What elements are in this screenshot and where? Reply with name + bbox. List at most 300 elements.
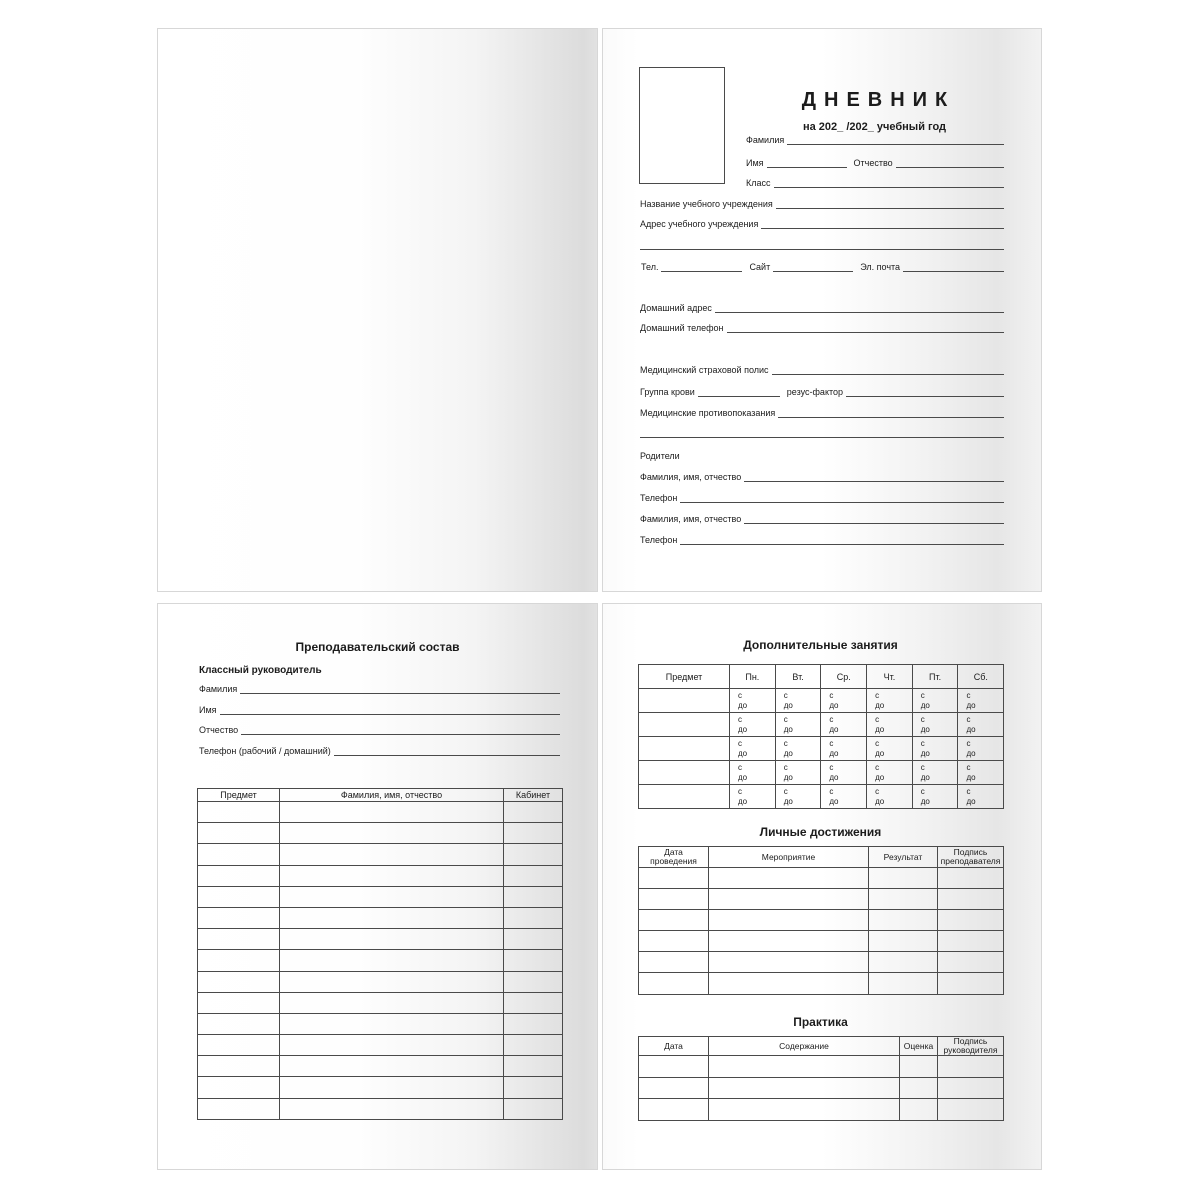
empty-cell <box>938 889 1004 910</box>
extra-classes-header-row <box>639 665 1004 689</box>
to-label: до <box>738 748 748 758</box>
empty-cell <box>504 971 563 992</box>
empty-cell <box>280 1035 504 1056</box>
to-label: до <box>829 772 839 782</box>
to-label: до <box>738 724 748 734</box>
empty-cell <box>280 865 504 886</box>
to-label: до <box>920 724 930 734</box>
to-label: до <box>783 772 793 782</box>
schedule-cell <box>730 689 776 713</box>
to-label: до <box>783 724 793 734</box>
schedule-cell <box>958 761 1004 785</box>
field-row-class <box>746 176 1004 188</box>
staff-empty-row <box>198 992 563 1013</box>
extra-classes-row <box>639 737 1004 761</box>
home-phone-label: Домашний телефон <box>640 323 724 333</box>
schedule-cell <box>958 737 1004 761</box>
fill-line <box>774 187 1005 188</box>
to-label: до <box>875 796 885 806</box>
ach-header-result: Результат <box>869 847 938 868</box>
parent-phone-label: Телефон <box>640 493 678 503</box>
parent-fio-label: Фамилия, имя, отчество <box>640 514 742 524</box>
staff-empty-row <box>198 802 563 823</box>
to-label: до <box>783 796 793 806</box>
from-label: с <box>920 787 925 796</box>
empty-cell <box>869 973 938 994</box>
page-extra <box>602 603 1042 1170</box>
fill-line <box>772 374 1004 375</box>
extra-classes-row <box>639 713 1004 737</box>
staff-table <box>197 788 563 1120</box>
to-label: до <box>920 700 930 710</box>
empty-cell <box>198 907 280 928</box>
from-label: с <box>829 691 834 700</box>
schedule-cell <box>867 713 913 737</box>
staff-empty-row <box>198 907 563 928</box>
field-row-extra-line2 <box>640 426 1004 438</box>
to-label: до <box>829 748 839 758</box>
empty-cell <box>504 1056 563 1077</box>
field-row-parent1-fio <box>640 470 1004 482</box>
empty-cell <box>198 992 280 1013</box>
fill-line <box>241 734 560 735</box>
empty-cell <box>639 689 730 713</box>
phone-label: Тел. <box>641 262 659 272</box>
empty-cell <box>504 1077 563 1098</box>
from-label: с <box>829 715 834 724</box>
prac-header-content: Содержание <box>709 1037 900 1056</box>
empty-cell <box>639 910 709 931</box>
fill-line <box>334 755 560 756</box>
schedule-cell <box>821 785 867 809</box>
to-label: до <box>966 724 976 734</box>
empty-cell <box>280 844 504 865</box>
from-label: с <box>966 691 971 700</box>
to-label: до <box>829 796 839 806</box>
cover-title: ДНЕВНИК <box>801 89 956 111</box>
empty-cell <box>504 950 563 971</box>
empty-cell <box>709 910 869 931</box>
practice-empty-row <box>639 1077 1004 1099</box>
to-label: до <box>738 796 748 806</box>
empty-cell <box>198 865 280 886</box>
page-staff <box>157 603 598 1170</box>
staff-header-room: Кабинет <box>504 789 563 802</box>
extra-classes-table <box>638 664 1004 809</box>
staff-empty-row <box>198 865 563 886</box>
fill-line <box>896 167 1004 168</box>
from-label: с <box>829 787 834 796</box>
schedule-cell <box>730 785 776 809</box>
field-row-med-contra <box>640 406 1004 418</box>
empty-cell <box>869 931 938 952</box>
empty-cell <box>900 1099 938 1121</box>
to-label: до <box>783 700 793 710</box>
home-address-label: Домашний адрес <box>640 303 712 313</box>
from-label: с <box>783 715 788 724</box>
from-label: с <box>738 691 742 700</box>
schedule-cell <box>821 713 867 737</box>
empty-cell <box>504 907 563 928</box>
empty-cell <box>709 1077 900 1099</box>
empty-cell <box>198 1098 280 1119</box>
schedule-cell <box>821 689 867 713</box>
practice-table <box>638 1036 1004 1121</box>
practice-header-row <box>639 1037 1004 1056</box>
empty-cell <box>198 950 280 971</box>
schedule-cell <box>775 689 821 713</box>
field-row-parent2-phone <box>640 533 1004 545</box>
photo-box <box>639 67 725 184</box>
prac-header-signature: Подпись руководителя <box>938 1037 1004 1056</box>
fill-line <box>761 228 1004 229</box>
parents-label: Родители <box>640 451 680 461</box>
from-label: с <box>875 787 880 796</box>
empty-cell <box>280 971 504 992</box>
empty-cell <box>639 973 709 994</box>
class-teacher-label: Классный руководитель <box>199 665 322 676</box>
field-row-school-address <box>640 217 1004 229</box>
teacher-phone-label: Телефон (рабочий / домашний) <box>199 746 331 756</box>
empty-cell <box>938 1077 1004 1099</box>
fill-line <box>240 693 560 694</box>
staff-empty-row <box>198 823 563 844</box>
field-row-home-phone <box>640 321 1004 333</box>
empty-cell <box>639 737 730 761</box>
achievements-empty-row <box>639 973 1004 994</box>
patronymic-label: Отчество <box>199 725 239 735</box>
empty-cell <box>869 910 938 931</box>
staff-title: Преподавательский состав <box>295 640 460 654</box>
empty-cell <box>198 1035 280 1056</box>
to-label: до <box>920 772 930 782</box>
empty-cell <box>198 1056 280 1077</box>
extra-classes-title: Дополнительные занятия <box>743 638 898 652</box>
fill-line <box>715 312 1004 313</box>
empty-cell <box>709 868 869 889</box>
field-row-med-policy <box>640 363 1004 375</box>
achievements-table <box>638 846 1004 995</box>
schedule-cell <box>821 761 867 785</box>
field-row-surname <box>746 133 1004 145</box>
empty-cell <box>280 802 504 823</box>
empty-cell <box>504 1035 563 1056</box>
fill-line <box>778 417 1004 418</box>
fill-line <box>727 332 1004 333</box>
empty-cell <box>504 1098 563 1119</box>
to-label: до <box>920 796 930 806</box>
extra-header-sat: Сб. <box>958 665 1004 689</box>
fill-line <box>903 271 1004 272</box>
to-label: до <box>875 724 885 734</box>
empty-cell <box>504 929 563 950</box>
schedule-cell <box>958 785 1004 809</box>
fill-line <box>698 396 780 397</box>
empty-cell <box>639 713 730 737</box>
empty-cell <box>198 802 280 823</box>
field-row-name-patronymic <box>746 156 1004 168</box>
from-label: с <box>783 763 788 772</box>
empty-cell <box>280 950 504 971</box>
staff-header-fio: Фамилия, имя, отчество <box>280 789 504 802</box>
empty-cell <box>709 1056 900 1078</box>
empty-cell <box>900 1056 938 1078</box>
achievements-empty-row <box>639 889 1004 910</box>
to-label: до <box>966 700 976 710</box>
to-label: до <box>966 748 976 758</box>
schedule-cell <box>912 737 958 761</box>
empty-cell <box>504 865 563 886</box>
prac-header-date: Дата <box>639 1037 709 1056</box>
schedule-cell <box>730 713 776 737</box>
empty-cell <box>639 1056 709 1078</box>
staff-empty-row <box>198 929 563 950</box>
empty-cell <box>198 823 280 844</box>
schedule-cell <box>730 761 776 785</box>
extra-header-mon: Пн. <box>730 665 776 689</box>
achievements-empty-row <box>639 868 1004 889</box>
staff-empty-row <box>198 1013 563 1034</box>
fill-line <box>680 544 1004 545</box>
from-label: с <box>783 691 788 700</box>
empty-cell <box>504 844 563 865</box>
extra-header-wed: Ср. <box>821 665 867 689</box>
empty-cell <box>709 973 869 994</box>
fill-line <box>773 271 853 272</box>
from-label: с <box>920 715 925 724</box>
field-row-extra-line <box>640 238 1004 250</box>
from-label: с <box>966 787 971 796</box>
staff-header-subject: Предмет <box>198 789 280 802</box>
schedule-cell <box>912 689 958 713</box>
empty-cell <box>709 1099 900 1121</box>
field-row-blood <box>640 385 1004 397</box>
from-label: с <box>920 763 925 772</box>
to-label: до <box>920 748 930 758</box>
field-row-home-address <box>640 301 1004 313</box>
practice-empty-row <box>639 1056 1004 1078</box>
empty-cell <box>639 868 709 889</box>
extra-classes-row <box>639 785 1004 809</box>
ach-header-signature: Подпись преподавателя <box>938 847 1004 868</box>
empty-cell <box>869 952 938 973</box>
empty-cell <box>198 844 280 865</box>
empty-cell <box>938 1056 1004 1078</box>
empty-cell <box>198 971 280 992</box>
name-label: Имя <box>199 705 217 715</box>
from-label: с <box>738 739 742 748</box>
fill-line <box>744 523 1004 524</box>
extra-header-thu: Чт. <box>867 665 913 689</box>
empty-cell <box>280 907 504 928</box>
empty-cell <box>504 886 563 907</box>
achievements-header-row <box>639 847 1004 868</box>
achievements-empty-row <box>639 952 1004 973</box>
fill-line <box>767 167 847 168</box>
class-label: Класс <box>746 178 771 188</box>
schedule-cell <box>912 713 958 737</box>
fill-line <box>787 144 1004 145</box>
from-label: с <box>875 739 880 748</box>
staff-empty-row <box>198 1056 563 1077</box>
empty-cell <box>280 992 504 1013</box>
surname-label: Фамилия <box>199 684 238 694</box>
from-label: с <box>738 763 742 772</box>
to-label: до <box>783 748 793 758</box>
to-label: до <box>875 700 885 710</box>
empty-cell <box>709 889 869 910</box>
from-label: с <box>966 739 971 748</box>
fill-line <box>640 437 1004 438</box>
achievements-title: Личные достижения <box>759 825 882 839</box>
field-row-parent2-fio <box>640 512 1004 524</box>
patronymic-label: Отчество <box>853 158 893 168</box>
practice-title: Практика <box>793 1015 848 1029</box>
empty-cell <box>709 952 869 973</box>
empty-cell <box>900 1077 938 1099</box>
name-label: Имя <box>746 158 764 168</box>
to-label: до <box>966 772 976 782</box>
parent-fio-label: Фамилия, имя, отчество <box>640 472 742 482</box>
empty-cell <box>639 761 730 785</box>
to-label: до <box>875 748 885 758</box>
empty-cell <box>938 931 1004 952</box>
cover-subtitle: на 202_ /202_ учебный год <box>802 121 947 133</box>
school-address-label: Адрес учебного учреждения <box>640 219 759 229</box>
schedule-cell <box>958 689 1004 713</box>
schedule-cell <box>775 785 821 809</box>
fill-line <box>846 396 1004 397</box>
staff-empty-row <box>198 1035 563 1056</box>
page-blank <box>157 28 598 592</box>
field-row-contacts <box>641 260 1004 272</box>
empty-cell <box>938 952 1004 973</box>
schedule-cell <box>867 737 913 761</box>
empty-cell <box>280 1013 504 1034</box>
from-label: с <box>920 691 925 700</box>
extra-classes-row <box>639 689 1004 713</box>
empty-cell <box>504 823 563 844</box>
field-row-teacher-name <box>199 703 560 715</box>
from-label: с <box>875 691 880 700</box>
med-policy-label: Медицинский страховой полис <box>640 365 769 375</box>
empty-cell <box>639 785 730 809</box>
to-label: до <box>829 700 839 710</box>
empty-cell <box>504 992 563 1013</box>
staff-table-header-row <box>198 789 563 802</box>
schedule-cell <box>730 737 776 761</box>
empty-cell <box>280 886 504 907</box>
fill-line <box>661 271 742 272</box>
field-row-school-name <box>640 197 1004 209</box>
empty-cell <box>198 886 280 907</box>
from-label: с <box>920 739 925 748</box>
empty-cell <box>639 1077 709 1099</box>
staff-empty-row <box>198 844 563 865</box>
surname-label: Фамилия <box>746 135 785 145</box>
field-row-parents <box>640 449 1004 461</box>
ach-header-date: Дата проведения <box>639 847 709 868</box>
empty-cell <box>639 931 709 952</box>
empty-cell <box>198 1013 280 1034</box>
empty-cell <box>198 1077 280 1098</box>
schedule-cell <box>912 785 958 809</box>
schedule-cell <box>958 713 1004 737</box>
blood-group-label: Группа крови <box>640 387 695 397</box>
extra-header-subject: Предмет <box>639 665 730 689</box>
empty-cell <box>280 1098 504 1119</box>
empty-cell <box>639 889 709 910</box>
schedule-cell <box>867 785 913 809</box>
from-label: с <box>829 739 834 748</box>
achievements-empty-row <box>639 931 1004 952</box>
practice-empty-row <box>639 1099 1004 1121</box>
empty-cell <box>639 952 709 973</box>
extra-header-tue: Вт. <box>775 665 821 689</box>
school-name-label: Название учебного учреждения <box>640 199 773 209</box>
empty-cell <box>504 1013 563 1034</box>
med-contra-label: Медицинские противопоказания <box>640 408 776 418</box>
empty-cell <box>280 1056 504 1077</box>
empty-cell <box>709 931 869 952</box>
fill-line <box>680 502 1004 503</box>
staff-empty-row <box>198 950 563 971</box>
empty-cell <box>280 823 504 844</box>
field-row-teacher-patronymic <box>199 723 560 735</box>
empty-cell <box>869 868 938 889</box>
from-label: с <box>829 763 834 772</box>
extra-header-fri: Пт. <box>912 665 958 689</box>
fill-line <box>744 481 1004 482</box>
empty-cell <box>938 910 1004 931</box>
from-label: с <box>783 787 788 796</box>
ach-header-event: Мероприятие <box>709 847 869 868</box>
empty-cell <box>938 973 1004 994</box>
empty-cell <box>504 802 563 823</box>
to-label: до <box>738 700 748 710</box>
schedule-cell <box>912 761 958 785</box>
field-row-teacher-surname <box>199 682 560 694</box>
from-label: с <box>738 715 742 724</box>
empty-cell <box>280 929 504 950</box>
fill-line <box>640 249 1004 250</box>
to-label: до <box>875 772 885 782</box>
empty-cell <box>639 1099 709 1121</box>
empty-cell <box>280 1077 504 1098</box>
schedule-cell <box>867 689 913 713</box>
staff-empty-row <box>198 1077 563 1098</box>
staff-empty-row <box>198 1098 563 1119</box>
from-label: с <box>783 739 788 748</box>
prac-header-grade: Оценка <box>900 1037 938 1056</box>
email-label: Эл. почта <box>860 262 901 272</box>
field-row-parent1-phone <box>640 491 1004 503</box>
empty-cell <box>198 929 280 950</box>
to-label: до <box>966 796 976 806</box>
empty-cell <box>869 889 938 910</box>
schedule-cell <box>821 737 867 761</box>
site-label: Сайт <box>749 262 771 272</box>
page-cover <box>602 28 1042 592</box>
extra-classes-row <box>639 761 1004 785</box>
from-label: с <box>738 787 742 796</box>
schedule-cell <box>775 713 821 737</box>
to-label: до <box>738 772 748 782</box>
fill-line <box>220 714 560 715</box>
empty-cell <box>938 1099 1004 1121</box>
fill-line <box>776 208 1004 209</box>
from-label: с <box>875 763 880 772</box>
